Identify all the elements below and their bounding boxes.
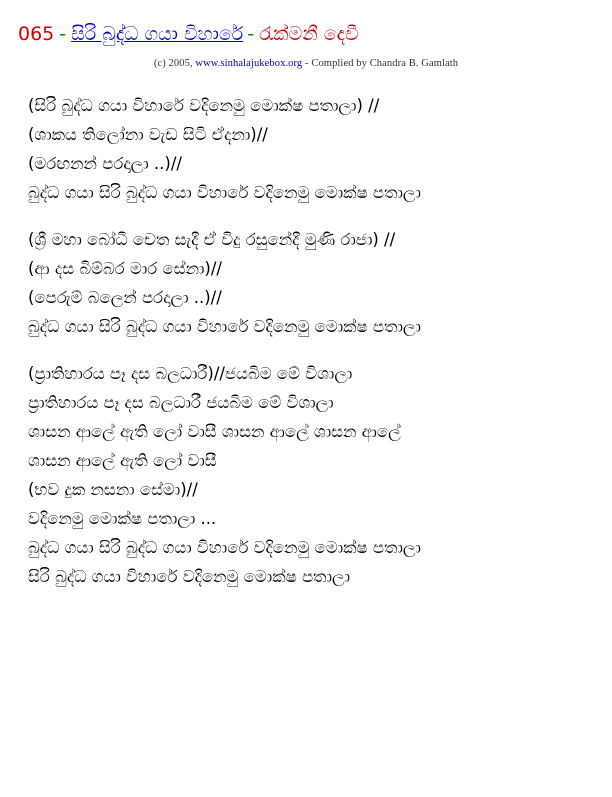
title-dash: - [59, 23, 67, 45]
lyric-line: (සිරි බුද්ධ ගයා විහාරේ වදිනෙමු මොක්ෂ පතාලා) // [28, 96, 380, 115]
copyright-notice [18, 58, 594, 69]
lyric-line: ශාසන ආලේ ඇති ලෝ වාසී ශාසන ආලේ ශාසන ආලේ [28, 422, 401, 441]
lyric-spacer [28, 207, 594, 225]
lyric-line: බුද්ධ ගයා සිරි බුද්ධ ගයා විහාරේ වදිනෙමු මොක්ෂ පතාලා [28, 183, 421, 202]
copyright-suffix: - Complied by Chandra B. Gamlath [302, 58, 459, 69]
lyric-line: (මරඟනන් පරදාලා ..)// [28, 154, 182, 173]
song-title-link[interactable]: සිරි බුද්ධ ගයා විහාරේ [71, 23, 244, 45]
lyric-line: (ප්‍රාතිහාරය පෑ දස බලධාරී)//ජයබිම මේ විශාලා [28, 364, 353, 383]
website-link[interactable]: www.sinhalajukebox.org [195, 58, 303, 69]
lyric-line: (භව දුක නසනා සේමා)// [28, 480, 198, 499]
lyric-line: (පෙරුම් බලෙන් පරදාලා ..)// [28, 288, 222, 307]
lyric-line: ශාසන ආලේ ඇති ලෝ වාසී [28, 451, 217, 470]
copyright-prefix: (c) 2005, [153, 58, 196, 69]
artist-dash: - [247, 23, 255, 45]
lyric-line: සිරි බුද්ධ ගයා විහාරේ වදිනෙමු මොක්ෂ පතාලා [28, 567, 351, 586]
lyric-spacer [28, 341, 594, 359]
lyric-line: (ආ දස බිම්බර මාර සේනා)// [28, 259, 222, 278]
page-title [18, 22, 594, 46]
lyric-line: වදිනෙමු මොක්ෂ පතාලා ... [28, 509, 217, 528]
lyric-line: (ශාකය තිලෝනා වැඩ සිටි ඒදනා)// [28, 125, 268, 144]
lyrics-body [18, 91, 594, 591]
track-number: 065 [18, 23, 55, 45]
lyric-line: බුද්ධ ගයා සිරි බුද්ධ ගයා විහාරේ වදිනෙමු මොක්ෂ පතාලා [28, 317, 421, 336]
lyric-line: (ශ්‍රී මහා බෝධී චෙත සැදී ඒ විදු රසුනේදී මුණි රාජා) // [28, 230, 396, 249]
artist-name: රැක්මනී දෙවී [259, 23, 359, 45]
lyric-line: ප්‍රාතිහාරය පෑ දස බලධාරී ජයබිම මේ විශාලා [28, 393, 334, 412]
lyric-line: බුද්ධ ගයා සිරි බුද්ධ ගයා විහාරේ වදිනෙමු මොක්ෂ පතාලා [28, 538, 421, 557]
